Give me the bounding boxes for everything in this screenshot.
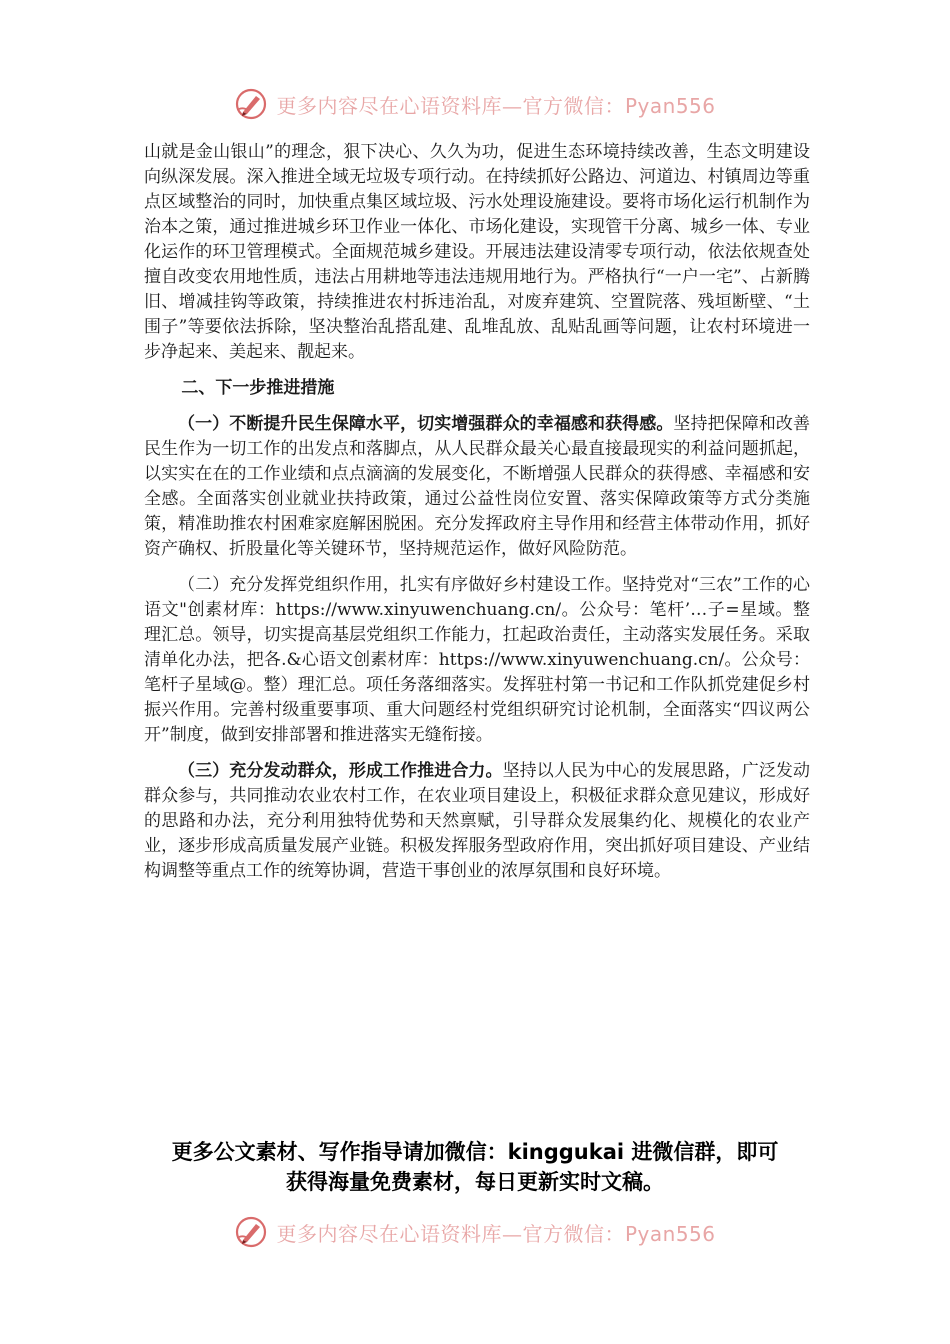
measure-body-1: 坚持把保障和改善民生作为一切工作的出发点和落脚点，从人民群众最关心最直接最现实的利益问题抓起，以实实在在的工作业绩和点点滴滴的发展变化，不断增强人民群众的获得感、幸福感和安全感。全面落实创业就业扶持政策，通过公益性岗位安置、落实保障政策等方式分类施策，精准助推农村困难家庭解困脱困。充分发挥政府主导作用和经营主体带动作用，抓好资产确权、折股量化等关键环节，坚持规范运作，做好风险防范。 <box>144 414 811 559</box>
measure-paragraph-2 <box>144 573 810 748</box>
measure-body-2: 坚持党对“三农”工作的心语文"创素材库：https://www.xinyuwenchuang.cn/。公众号：笔杆’…子=星域。整理汇总。领导，切实提高基层党组织工作能力，扛起政治责任，主动落实发展任务。采取清单化办法，把各.&心语文创素材库：https://www.xinyuwenchuang.cn/。公众号：笔杆子星域@。整）理汇总。项任务落细落实。发挥驻村第一书记和工作队抓党建促乡村振兴作用。完善村级重要事项、重大问题经村党组织研究讨论机制，全面落实“四议两公开”制度，做到安排部署和推进落实无缝衔接。 <box>144 575 811 745</box>
footer-line-1: 更多公文素材、写作指导请加微信：kinggukai 进微信群，即可 <box>171 1140 779 1164</box>
footer-line-2: 获得海量免费素材，每日更新实时文稿。 <box>286 1170 664 1194</box>
measure-title-1: （一）不断提升民生保障水平，切实增强群众的幸福感和获得感。 <box>178 414 674 434</box>
measure-title-3: （三）充分发动群众，形成工作推进合力。 <box>178 761 503 781</box>
footer-watermark <box>0 1212 950 1252</box>
footer-call-to-action <box>0 1137 950 1197</box>
measure-body-3: 坚持以人民为中心的发展思路，广泛发动群众参与，共同推动农业农村工作，在农业项目建设上，积极征求群众意见建议，形成好的思路和办法，充分利用独特优势和天然禀赋，引导群众发展集约化、规模化的农业产业，逐步形成高质量发展产业链。积极发挥服务型政府作用，突出抓好项目建设、产业结构调整等重点工作的统筹协调，营造干事创业的浓厚氛围和良好环境。 <box>144 761 811 881</box>
measure-paragraph-1 <box>144 412 810 562</box>
section-heading: 二、下一步推进措施 <box>181 378 335 398</box>
intro-paragraph: 山就是金山银山”的理念，狠下决心、久久为功，促进生态环境持续改善，生态文明建设向纵深发展。深入推进全域无垃圾专项行动。在持续抓好公路边、河道边、村镇周边等重点区域整治的同时，加快重点集区域垃圾、污水处理设施建设。要将市场化运行机制作为治本之策，通过推进城乡环卫作业一体化、市场化建设，实现管干分离、城乡一体、专业化运作的环卫管理模式。全面规范城乡建设。开展违法建设清零专项行动，依法依规查处擅自改变农用地性质，违法占用耕地等违法违规用地行为。严格执行“一户一宅”、占新腾旧、增减挂钩等政策，持续推进农村拆违治乱，对废弃建筑、空置院落、残垣断壁、“土围子”等要依法拆除，坚决整治乱搭乱建、乱堆乱放、乱贴乱画等问题，让农村环境进一步净起来、美起来、靓起来。 <box>144 142 810 362</box>
watermark-wechat-id: Pyan556 <box>624 93 716 118</box>
header-watermark <box>0 84 950 124</box>
measure-title-2: （二）充分发挥党组织作用，扎实有序做好乡村建设工作。 <box>178 575 622 595</box>
watermark-wechat-id: Pyan556 <box>624 1221 716 1246</box>
measure-paragraph-3 <box>144 759 810 884</box>
watermark-text: 更多内容尽在心语资料库—官方微信：Pyan556 <box>276 93 716 118</box>
pen-logo-icon <box>234 87 268 121</box>
watermark-text: 更多内容尽在心语资料库—官方微信：Pyan556 <box>276 1221 716 1246</box>
document-body <box>144 140 810 884</box>
pen-logo-icon <box>234 1215 268 1249</box>
